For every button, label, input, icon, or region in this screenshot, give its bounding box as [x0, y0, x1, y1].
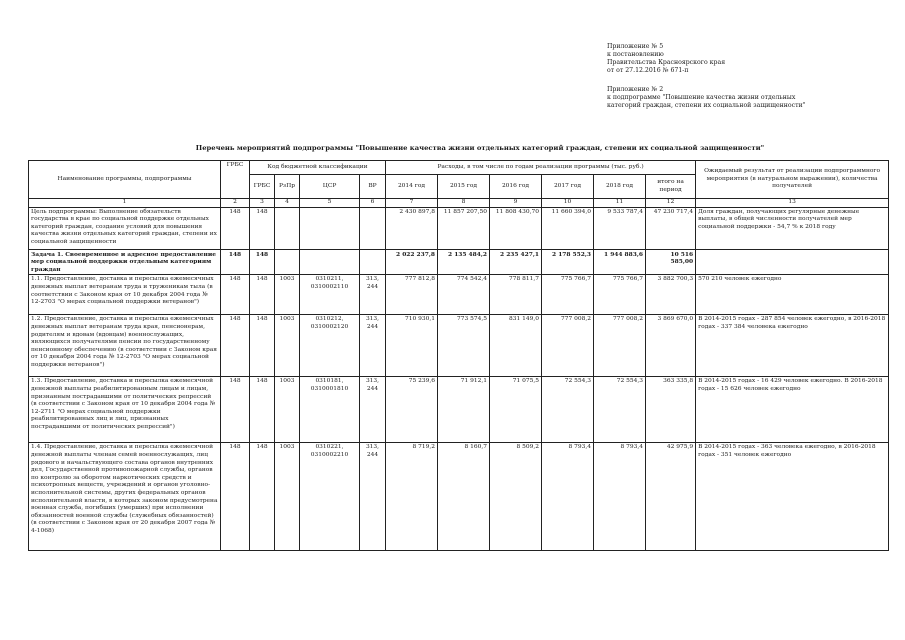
row-2018: 8 793,4	[594, 443, 646, 551]
row-total: 47 230 717,4	[646, 207, 696, 249]
table-row	[29, 377, 889, 443]
row-vr: 313, 244	[360, 443, 386, 551]
row-2018: 775 766,7	[594, 275, 646, 315]
row-rzpr: 1003	[275, 315, 300, 377]
row-vr: 313, 244	[360, 275, 386, 315]
row-2015: 774 542,4	[438, 275, 490, 315]
measures-table	[28, 160, 889, 551]
appendix-5-header	[607, 43, 725, 75]
row-total: 42 975,9	[646, 443, 696, 551]
appendix-2-header	[607, 86, 805, 110]
row-name: 1.3. Предоставление, доставка и пересылка ежемесячной денежной выплаты реабилитированным лицам и лицам, признанным пострадавшими от политических репрессий (в соответствии с Законом края от 10 декабря 2004 года № 12-2711 "О мерах социальной поддержки реабилитированных лиц и лиц, признанных пострадавшими от политических репрессий")	[29, 377, 221, 443]
row-total: 3 869 670,0	[646, 315, 696, 377]
header-2017: 2017 год	[542, 175, 594, 199]
row-result: В 2014-2015 годах - 16 429 человек ежегодно. В 2016-2018 годах - 15 626 человек ежегодно	[696, 377, 889, 443]
header-kbk: Код бюджетной классификации	[250, 161, 386, 175]
row-2014: 777 812,8	[386, 275, 438, 315]
row-csr: 0310212, 0310002120	[300, 315, 360, 377]
row-result: 570 210 человек ежегодно	[696, 275, 889, 315]
row-rzpr	[275, 249, 300, 275]
header-grbs: ГРБС	[221, 161, 250, 199]
row-2016: 71 075,5	[490, 377, 542, 443]
row-grbs-sub: 148	[250, 315, 275, 377]
row-grbs: 148	[221, 207, 250, 249]
row-grbs: 148	[221, 443, 250, 551]
row-2018: 72 554,3	[594, 377, 646, 443]
row-2014: 2 430 897,8	[386, 207, 438, 249]
appendix-5-line: Правительства Красноярского края	[607, 59, 726, 66]
row-total: 10 516 585,00	[646, 249, 696, 275]
table-row	[29, 443, 889, 551]
column-number: 12	[646, 199, 696, 208]
row-name: 1.4. Предоставление, доставка и пересылка ежемесячной денежной выплаты членам семей военнослужащих, лиц рядового и начальствующего состава органов внутренних дел, Государственной противопожарной службы, органов по контролю за оборотом наркотических средств и психотропных веществ, учреждений и органов уголовно-исполнительной системы, других федеральных органов исполнительной власти, в которых законом предусмотрена военная служба, погибших (умерших) при исполнении обязанностей военной службы (служебных обязанностей) (в соответствии с Законом края от 20 декабря 2007 года № 4-1068)	[29, 443, 221, 551]
row-rzpr: 1003	[275, 275, 300, 315]
row-grbs-sub: 148	[250, 443, 275, 551]
row-2017: 72 554,3	[542, 377, 594, 443]
row-2014: 710 930,1	[386, 315, 438, 377]
header-2018: 2018 год	[594, 175, 646, 199]
appendix-2-line: категорий граждан, степени их социальной защищенности"	[607, 102, 806, 109]
row-2016: 2 235 427,1	[490, 249, 542, 275]
row-2015: 11 857 207,50	[438, 207, 490, 249]
column-number: 9	[490, 199, 542, 208]
header-2016: 2016 год	[490, 175, 542, 199]
header-csr: ЦСР	[300, 175, 360, 199]
header-name: Наименование программы, подпрограммы	[29, 161, 221, 199]
row-2017: 775 766,7	[542, 275, 594, 315]
column-numbers-row	[29, 199, 889, 208]
row-name: 1.2. Предоставление, доставка и пересылка ежемесячных денежных выплат ветеранам труда края, пенсионерам, родителям и вдовам (вдовцам) военнослужащих, являющихся получателями пенсии по государственному пенсионному обеспечению (в соответствии с Законом края от 10 декабря 2004 года № 12-2703 "О мерах социальной поддержки ветеранов")	[29, 315, 221, 377]
row-csr: 0310211, 0310002110	[300, 275, 360, 315]
header-expenses: Расходы, в том числе по годам реализации программы (тыс. руб.)	[386, 161, 696, 175]
header-2014: 2014 год	[386, 175, 438, 199]
table-row	[29, 315, 889, 377]
column-number: 2	[221, 199, 250, 208]
appendix-5-line: Приложение № 5	[607, 43, 664, 50]
column-number: 5	[300, 199, 360, 208]
row-name: 1.1. Предоставление, доставка и пересылка ежемесячных денежных выплат ветеранам труда и труженикам тыла (в соответствии с Законом края от 10 декабря 2004 года № 12-2703 "О мерах социальной поддержки ветеранов")	[29, 275, 221, 315]
row-result: Доля граждан, получающих регулярные денежные выплаты, в общей численности получателей мер социальной поддержки - 54,7 % к 2018 году	[696, 207, 889, 249]
column-number: 1	[29, 199, 221, 208]
row-csr: 0310221, 0310002210	[300, 443, 360, 551]
row-2016: 11 808 430,70	[490, 207, 542, 249]
row-csr	[300, 207, 360, 249]
row-2017: 11 660 394,0	[542, 207, 594, 249]
row-grbs-sub: 148	[250, 275, 275, 315]
appendix-2-line: к подпрограмме "Повышение качества жизни отдельных	[607, 94, 796, 101]
row-total: 363 335,8	[646, 377, 696, 443]
row-2016: 8 509,2	[490, 443, 542, 551]
table-row	[29, 207, 889, 249]
row-vr: 313, 244	[360, 315, 386, 377]
row-2017: 8 793,4	[542, 443, 594, 551]
appendix-5-line: к постановлению	[607, 51, 664, 58]
row-rzpr	[275, 207, 300, 249]
row-grbs-sub: 148	[250, 207, 275, 249]
row-2014: 8 719,2	[386, 443, 438, 551]
header-2015: 2015 год	[438, 175, 490, 199]
header-grbs-sub: ГРБС	[250, 175, 275, 199]
row-name: Задача 1. Своевременное и адресное предоставление мер социальной поддержки отдельным категориям граждан	[29, 249, 221, 275]
row-csr: 0310181, 0310001810	[300, 377, 360, 443]
row-2016: 778 811,7	[490, 275, 542, 315]
row-vr	[360, 249, 386, 275]
column-number: 11	[594, 199, 646, 208]
row-grbs-sub: 148	[250, 377, 275, 443]
row-vr	[360, 207, 386, 249]
header-vr: ВР	[360, 175, 386, 199]
row-2014: 2 022 237,8	[386, 249, 438, 275]
row-grbs: 148	[221, 315, 250, 377]
row-csr	[300, 249, 360, 275]
row-2018: 777 008,2	[594, 315, 646, 377]
row-2016: 831 149,0	[490, 315, 542, 377]
row-2015: 773 574,5	[438, 315, 490, 377]
row-grbs: 148	[221, 249, 250, 275]
row-grbs-sub: 148	[250, 249, 275, 275]
row-name: Цель подпрограммы: Выполнение обязательств государства в крае по социальной поддержке отдельных категорий граждан, создание условий для повышения качества жизни отдельных категорий граждан, степени их социальной защищенности	[29, 207, 221, 249]
column-number: 10	[542, 199, 594, 208]
column-number: 6	[360, 199, 386, 208]
row-result: В 2014-2015 годах - 363 человека ежегодно, в 2016-2018 годах - 351 человек ежегодно	[696, 443, 889, 551]
row-grbs: 148	[221, 377, 250, 443]
row-rzpr: 1003	[275, 377, 300, 443]
column-number: 3	[250, 199, 275, 208]
column-number: 4	[275, 199, 300, 208]
row-2018: 1 944 883,6	[594, 249, 646, 275]
row-result: В 2014-2015 годах - 287 854 человек ежегодно, в 2016-2018 годах - 337 384 человека ежегодно	[696, 315, 889, 377]
header-rzpr: РзПр	[275, 175, 300, 199]
row-2017: 777 008,2	[542, 315, 594, 377]
table-row	[29, 249, 889, 275]
row-result	[696, 249, 889, 275]
column-number: 8	[438, 199, 490, 208]
appendix-5-line: от от 27.12.2016 № 671-п	[607, 67, 689, 74]
column-number: 13	[696, 199, 889, 208]
row-grbs: 148	[221, 275, 250, 315]
row-2018: 9 533 787,4	[594, 207, 646, 249]
row-vr: 313, 244	[360, 377, 386, 443]
column-number: 7	[386, 199, 438, 208]
row-2014: 75 239,6	[386, 377, 438, 443]
header-result: Ожидаемый результат от реализации подпрограммного мероприятия (в натуральном выражении), количества получателей	[696, 161, 889, 199]
row-total: 3 882 700,3	[646, 275, 696, 315]
row-2015: 2 135 484,2	[438, 249, 490, 275]
appendix-2-line: Приложение № 2	[607, 86, 664, 93]
header-total: итого на период	[646, 175, 696, 199]
row-2015: 71 912,1	[438, 377, 490, 443]
row-rzpr: 1003	[275, 443, 300, 551]
row-2017: 2 178 552,3	[542, 249, 594, 275]
table-row	[29, 275, 889, 315]
row-2015: 8 160,7	[438, 443, 490, 551]
document-title: Перечень мероприятий подпрограммы "Повышение качества жизни отдельных категорий граждан, степени их социальной защищенности"	[195, 144, 765, 152]
